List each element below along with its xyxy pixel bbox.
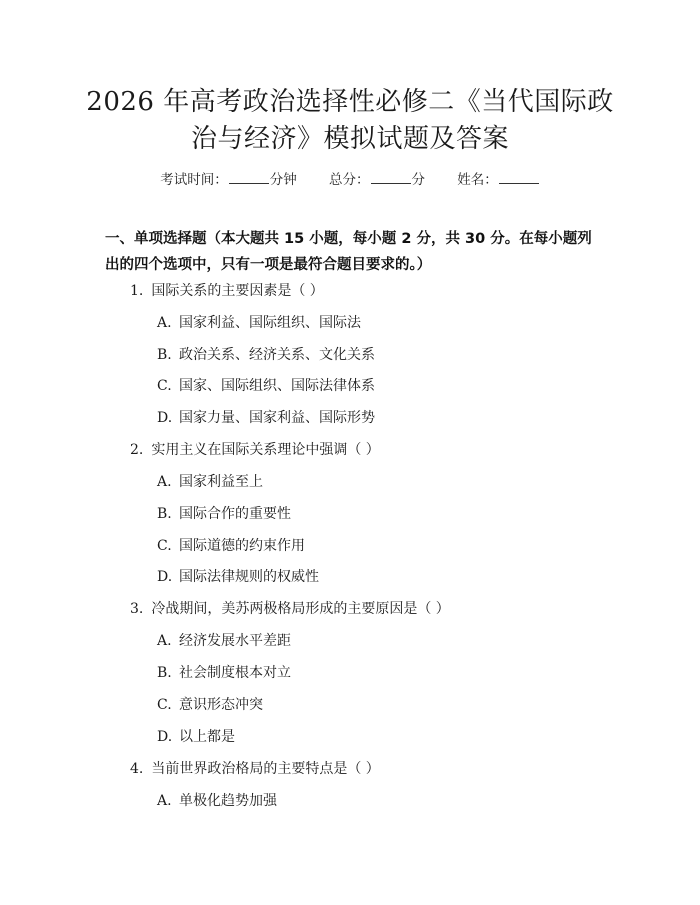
option-text: 单极化趋势加强 <box>179 793 277 809</box>
option-letter: A. <box>157 793 172 809</box>
exam-title-line-2: 治与经济》模拟试题及答案 <box>190 124 509 154</box>
question-text: 冷战期间，美苏两极格局形成的主要原因是（ ） <box>151 601 450 617</box>
option-letter: B. <box>157 506 172 522</box>
option-text: 国家力量、国家利益、国际形势 <box>179 410 375 426</box>
option-1a <box>157 313 361 333</box>
exam-time-label: 考试时间： <box>160 172 228 188</box>
option-text: 国际法律规则的权威性 <box>179 569 319 585</box>
option-text: 以上都是 <box>179 729 235 745</box>
option-3c <box>157 695 263 715</box>
option-letter: C. <box>157 378 172 394</box>
exam-score-blank <box>371 171 411 184</box>
option-letter: A. <box>157 315 172 331</box>
option-text: 国际道德的约束作用 <box>179 538 305 554</box>
question-1 <box>130 281 324 301</box>
option-3b <box>157 663 291 683</box>
option-1b <box>157 345 375 365</box>
option-3a <box>157 631 291 651</box>
option-text: 国际合作的重要性 <box>179 506 291 522</box>
question-number: 3. <box>130 601 144 617</box>
exam-name-blank <box>499 171 539 184</box>
question-text: 实用主义在国际关系理论中强调（ ） <box>151 442 380 458</box>
option-letter: D. <box>157 729 173 745</box>
exam-score-unit: 分 <box>411 172 425 188</box>
option-letter: B. <box>157 347 172 363</box>
exam-name <box>457 168 540 188</box>
option-1d <box>157 408 375 428</box>
option-text: 意识形态冲突 <box>179 697 263 713</box>
question-text: 当前世界政治格局的主要特点是（ ） <box>151 761 380 777</box>
option-letter: A. <box>157 474 172 490</box>
option-text: 国家利益至上 <box>179 474 263 490</box>
question-number: 4. <box>130 761 144 777</box>
option-letter: C. <box>157 538 172 554</box>
exam-time-unit: 分钟 <box>269 172 297 188</box>
exam-score <box>329 168 425 188</box>
option-4a <box>157 791 277 811</box>
option-letter: D. <box>157 569 173 585</box>
option-letter: D. <box>157 410 173 426</box>
option-1c <box>157 376 375 396</box>
option-text: 国家、国际组织、国际法律体系 <box>179 378 375 394</box>
option-letter: C. <box>157 697 172 713</box>
exam-time <box>160 168 297 188</box>
exam-time-blank <box>229 171 269 184</box>
question-3 <box>130 599 450 619</box>
exam-title-line-1: 2026 年高考政治选择性必修二《当代国际政 <box>86 87 614 117</box>
question-number: 2. <box>130 442 144 458</box>
question-text: 国际关系的主要因素是（ ） <box>151 283 324 299</box>
question-2 <box>130 440 380 460</box>
option-letter: A. <box>157 633 172 649</box>
question-number: 1. <box>130 283 144 299</box>
exam-name-label: 姓名： <box>457 172 498 188</box>
exam-meta <box>0 168 700 188</box>
option-text: 社会制度根本对立 <box>179 665 291 681</box>
option-2b <box>157 504 291 524</box>
option-text: 政治关系、经济关系、文化关系 <box>179 347 375 363</box>
option-text: 国家利益、国际组织、国际法 <box>179 315 361 331</box>
option-letter: B. <box>157 665 172 681</box>
section-heading: 一、单项选择题（本大题共 15 小题，每小题 2 分，共 30 分。在每小题列出的四个选项中，只有一项是最符合题目要求的。） <box>105 231 592 273</box>
option-2d <box>157 567 319 587</box>
option-3d <box>157 727 235 747</box>
exam-score-label: 总分： <box>329 172 370 188</box>
option-text: 经济发展水平差距 <box>179 633 291 649</box>
option-2c <box>157 536 305 556</box>
option-2a <box>157 472 263 492</box>
question-4 <box>130 759 380 779</box>
